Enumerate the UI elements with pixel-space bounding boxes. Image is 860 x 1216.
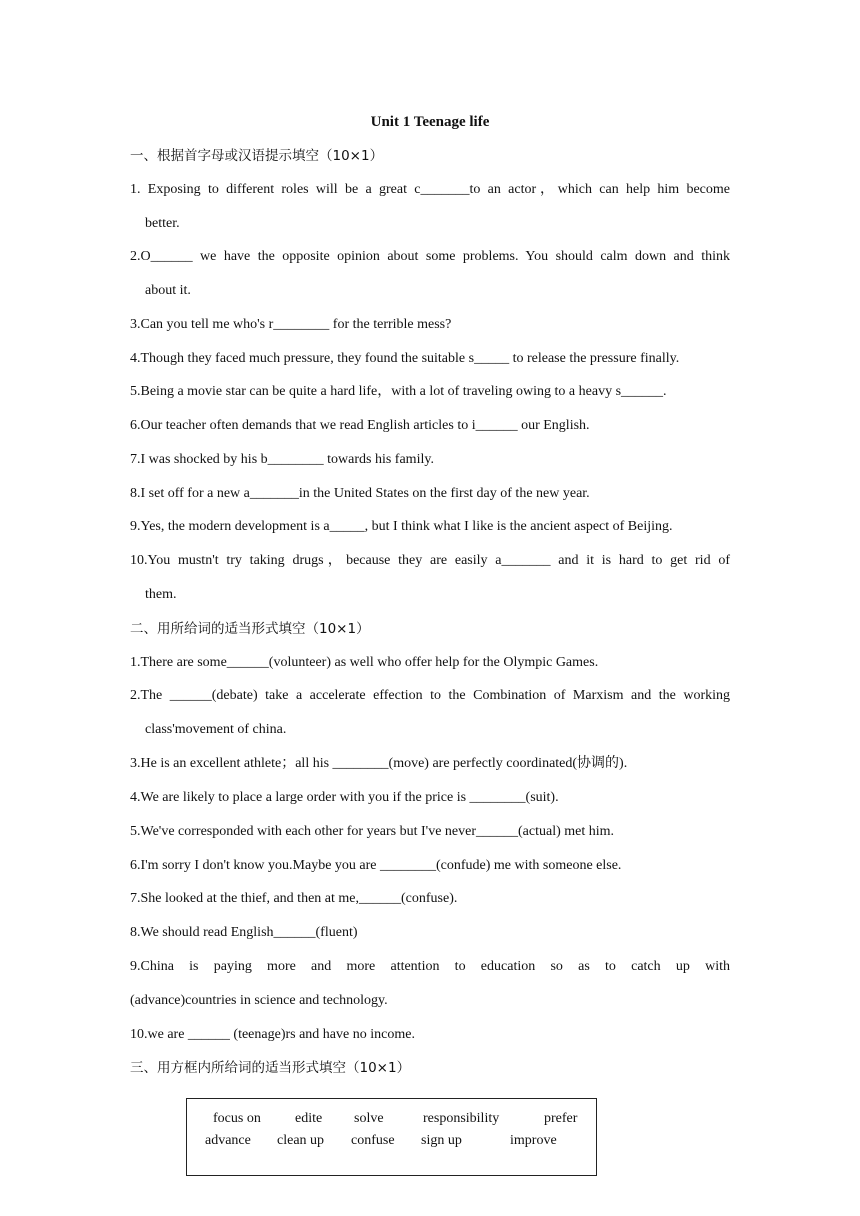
s1-question-3: 3.Can you tell me who's r________ for the terrible mess? (130, 317, 452, 332)
s2-question-10: 10.we are ______ (teenage)rs and have no income. (130, 1027, 415, 1042)
word-bank-item: clean up (277, 1133, 325, 1148)
s2-question-2: 2.The ______(debate) take a accelerate effection to the Combination of Marxism and the working (130, 688, 730, 703)
word-bank-item: advance (205, 1133, 251, 1148)
s1-question-10-cont: them. (145, 587, 177, 602)
s1-question-2-cont: about it. (145, 283, 191, 298)
word-bank-item: responsibility (423, 1111, 500, 1126)
word-bank-item: focus on (213, 1111, 261, 1126)
s1-question-6: 6.Our teacher often demands that we read English articles to i______ our English. (130, 418, 590, 433)
s1-question-5: 5.Being a movie star can be quite a hard life，with a lot of traveling owing to a heavy s______. (130, 384, 667, 399)
section1-heading: 一、根据首字母或汉语提示填空（10×1） (130, 148, 384, 164)
s1-question-10: 10.You mustn't try taking drugs，because they are easily a_______ and it is hard to get rid of (130, 553, 730, 568)
word-bank-box (186, 1098, 597, 1176)
s2-question-3: 3.He is an excellent athlete；all his ________(move) are perfectly coordinated(协调的). (130, 756, 628, 771)
s1-question-1: 1. Exposing to different roles will be a great c_______to an actor，which can help him become (130, 182, 730, 197)
s2-question-8: 8.We should read English______(fluent) (130, 925, 358, 940)
s2-question-9: 9.China is paying more and more attention to education so as to catch up with (130, 959, 730, 974)
s2-question-7: 7.She looked at the thief, and then at me,______(confuse). (130, 891, 458, 906)
word-bank-item: improve (510, 1133, 557, 1148)
s1-question-7: 7.I was shocked by his b________ towards his family. (130, 452, 434, 467)
s2-question-5: 5.We've corresponded with each other for years but I've never______(actual) met him. (130, 824, 615, 839)
word-bank-item: edite (295, 1111, 323, 1126)
s2-question-9-cont: (advance)countries in science and technology. (130, 993, 388, 1008)
section2-heading: 二、用所给词的适当形式填空（10×1） (130, 621, 370, 637)
page-title: Unit 1 Teenage life (370, 114, 490, 130)
s1-question-1-cont: better. (145, 216, 180, 231)
s2-question-4: 4.We are likely to place a large order with you if the price is ________(suit). (130, 790, 559, 805)
s2-question-1: 1.There are some______(volunteer) as well who offer help for the Olympic Games. (130, 655, 599, 670)
s1-question-9: 9.Yes, the modern development is a_____, but I think what I like is the ancient aspect of Beijing. (130, 519, 673, 534)
s2-question-6: 6.I'm sorry I don't know you.Maybe you are ________(confude) me with someone else. (130, 858, 622, 873)
s1-question-8: 8.I set off for a new a_______in the United States on the first day of the new year. (130, 486, 590, 501)
word-bank-item: solve (354, 1111, 384, 1126)
word-bank-item: confuse (351, 1133, 395, 1148)
s2-question-2-cont: class'movement of china. (145, 722, 287, 737)
s1-question-2: 2.O______ we have the opposite opinion about some problems. You should calm down and think (130, 249, 730, 264)
section3-heading: 三、用方框内所给词的适当形式填空（10×1） (130, 1060, 411, 1076)
word-bank-item: prefer (544, 1111, 578, 1126)
word-bank-item: sign up (421, 1133, 462, 1148)
s1-question-4: 4.Though they faced much pressure, they found the suitable s_____ to release the pressure finally. (130, 351, 680, 366)
